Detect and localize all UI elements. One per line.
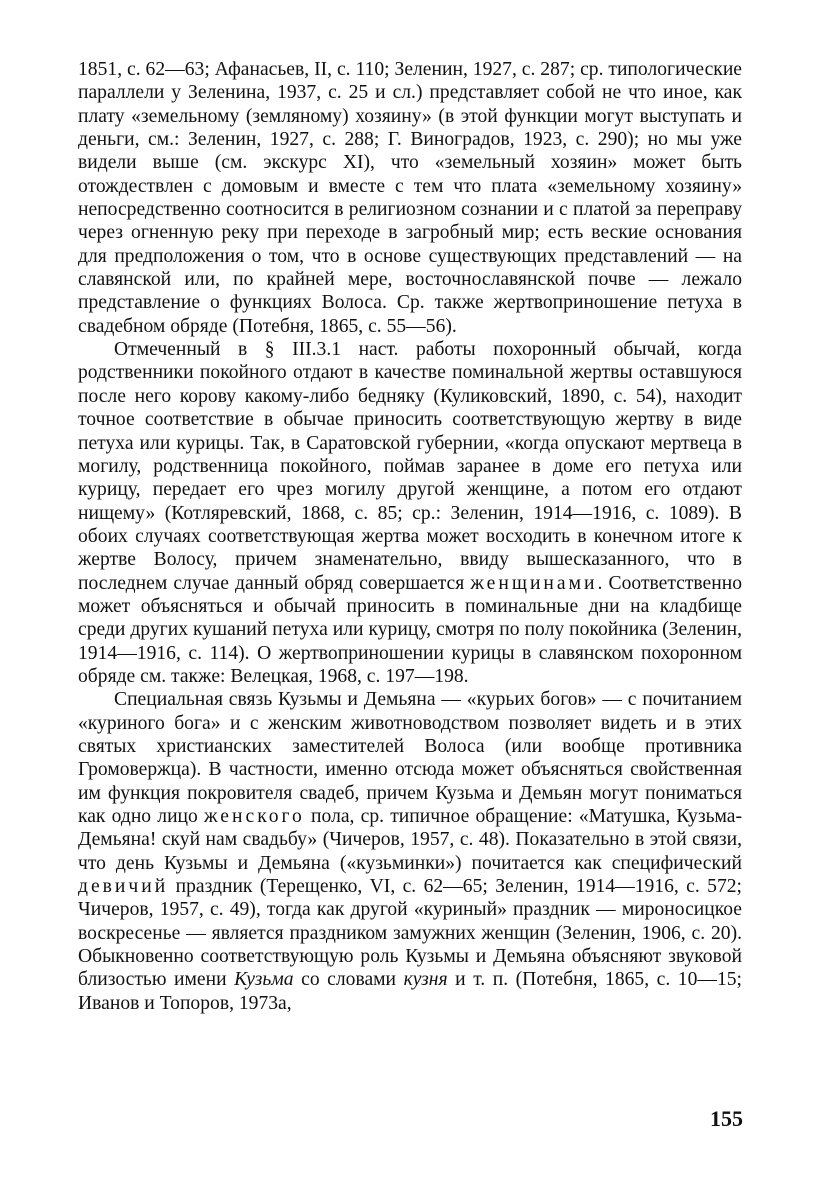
paragraph-3 (78, 688, 742, 1015)
paragraph-3-spaced-word-2: девичий (78, 876, 169, 898)
paragraph-2-spaced-word: женщинами (470, 572, 598, 594)
paragraph-3-text-b: пола, ср. типичное обращение: «Матушка, Кузьма-Демьяна! скуй нам свадьбу» (Чичеров, 1957, с. 48). Показательно в этой связи, что день Кузьмы и Демьяна («кузьминки») почитается как специфический (78, 806, 742, 874)
paragraph-2-text-a: Отмеченный в § III.3.1 наст. работы похоронный обычай, когда родственники покойного отдают в качестве поминальной жертвы оставшуюся после него корову какому-либо бедняку (Куликовский, 1890, с. 54), находит точное соответствие в обычае приносить соответствующую жертву в виде петуха или курицы. Так, в Саратовской губернии, «когда опускают мертвеца в могилу, родственница покойного, поймав заранее в доме его петуха или курицу, передает его чрез могилу другой женщине, а потом его отдают нищему» (Котляревский, 1868, с. 85; ср.: Зеленин, 1914—1916, с. 1089). В обоих случаях соответствующая жертва может восходить в конечном итоге к жертве Волосу, причем знаменательно, ввиду вышесказанного, что в последнем случае данный обряд совершается (78, 339, 742, 594)
paragraph-1: 1851, с. 62—63; Афанасьев, II, с. 110; Зеленин, 1927, с. 287; ср. типологические параллели у Зеленина, 1937, с. 25 и сл.) представляет собой не что иное, как плату «земельному (земляному) хозяину» (в этой функции могут выступать и деньги, см.: Зеленин, 1927, с. 288; Г. Виноградов, 1923, с. 290); но мы уже видели выше (см. экскурс XI), что «земельный хозяин» может быть отождествлен с домовым и вместе с тем что плата «земельному хозяину» непосредственно соотносится в религиозном сознании и с платой за переправу через огненную реку при переходе в загробный мир; есть веские основания для предположения о том, что в основе существующих представлений — на славянской или, по крайней мере, восточнославянской почве — лежало представление о функциях Волоса. Ср. также жертвоприношение петуха в свадебном обряде (Потебня, 1865, с. 55—56). (78, 59, 742, 337)
paragraph-3-spaced-word-1: женского (204, 806, 305, 827)
paragraph-2-text-b: . Соответственно может объясняться и обычай приносить в поминальные дни на кладбище среди других кушаний петуха или курицу, смотря по полу покойника (Зеленин, 1914—1916, с. 114). О жертвоприношении курицы в славянском похоронном обряде см. также: Велецкая, 1968, с. 197—198. (78, 572, 742, 687)
paragraph-2 (78, 338, 742, 688)
paragraph-3-text-c: праздник (Терещенко, VI, с. 62—65; Зеленин, 1914—1916, с. 572; Чичеров, 1957, с. 49), тогда как другой «куриный» праздник — мироносицкое воскресенье — является праздником замужних женщин (Зеленин, 1906, с. 20). Обыкновенно соответствующую роль Кузьмы и Демьяна объясняют звуковой близостью имени (78, 876, 742, 991)
page-body (78, 58, 742, 1015)
paragraph-3-italic-word-2: кузня (403, 969, 448, 991)
paragraph-3-italic-word-1: Кузьма (234, 969, 294, 991)
paragraph-3-text-a: Специальная связь Кузьмы и Демьяна — «курьих богов» — с почитанием «куриного бога» и с женским животноводством позволяет видеть и в этих святых христианских заместителей Волоса (или вообще противника Громовержца). В частности, именно отсюда может объясняться свойственная им функция покровителя свадеб, причем Кузьма и Демьян могут пониматься как одно лицо (78, 689, 742, 827)
paragraph-3-text-e: и т. п. (Потебня, 1865, с. 10—15; Иванов и Топоров, 1973а, (78, 969, 742, 1014)
paragraph-3-text-d: со словами (293, 969, 404, 991)
page-number: 155 (710, 1106, 743, 1131)
